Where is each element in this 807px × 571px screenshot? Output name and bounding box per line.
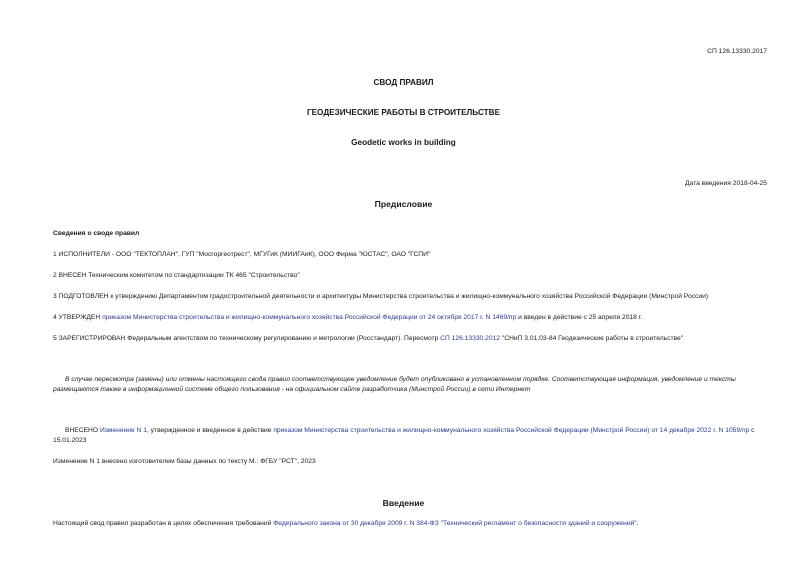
amend-part-2: , утвержденное и введенное в действие [146,427,274,434]
amendment-paragraph [53,426,768,446]
doc-code: СП 126.13330.2017 [707,48,767,55]
item-5-suffix: "СНиП 3.01.03-84 Геодезические работы в строительстве" [500,335,684,342]
intro-part-2: . [636,520,639,527]
revision-notice: В случае пересмотра (замены) или отмены настоящего свода правил соответствующее уведомление будет опубликовано в установленном порядке. Соответствующая информация, уведомление и тексты размещаются также в информационной системе общего пользования - на официальном сайте разработчика (Минстрой России) в сети Интернет [53,376,736,393]
introduction-heading: Введение [382,498,425,508]
foreword-heading: Предисловие [374,199,433,209]
item-2: 2 ВНЕСЕН Техническим комитетом по стандартизации ТК 465 "Строительство" [53,272,300,279]
item-3: 3 ПОДГОТОВЛЕН к утверждению Департаментом градостроительной деятельности и архитектуры Министерства строительства и жилищно-коммунального хозяйства Российской Федерации (Минстрой России) [53,293,709,300]
item-5-prefix: 5 ЗАРЕГИСТРИРОВАН Федеральным агентством по техническому регулированию и метрологии (Росстандарт). Пересмотр [53,335,441,342]
item-4-suffix: и введен в действие с 25 апреля 2018 г. [516,314,643,321]
item-4 [53,313,642,322]
intro-part-1: Настоящий свод правил разработан в целях обеспечения требований [53,520,274,527]
order-1469-link[interactable]: приказом Министерства строительства и жилищно-коммунального хозяйства Российской Федерации от 24 октября 2017 г. N 1469/пр [102,314,517,321]
amendment-1-link[interactable]: Изменение N 1 [99,427,147,434]
title-main: ГЕОДЕЗИЧЕСКИЕ РАБОТЫ В СТРОИТЕЛЬСТВЕ [306,108,501,117]
sp-2012-link[interactable]: СП 126.13330.2012 [440,335,501,342]
item-5 [53,334,683,343]
item-1: 1 ИСПОЛНИТЕЛИ - ООО "ТЕКТОПЛАН", ГУП "Мосгоргеотрест", МГУГиК (МИИГАиК), ООО Фирма "ЮСТАС", ОАО "ГСПИ" [53,251,431,258]
amendment-note: Изменение N 1 внесено изготовителем базы данных по тексту М.: ФГБУ "РСТ", 2023 [53,458,316,465]
item-4-prefix: 4 УТВЕРЖДЕН [53,314,103,321]
info-heading: Сведения о своде правил [53,230,140,237]
amend-part-3: с 15.01.2023 [53,427,755,444]
federal-law-384-link[interactable]: Федерального закона от 30 декабря 2009 г. N 384-ФЗ "Технический регламент о безопасности зданий и сооружений" [273,520,637,527]
title-svod-pravil: СВОД ПРАВИЛ [373,78,434,87]
introduction-text [53,519,639,528]
title-english: Geodetic works in building [351,138,456,147]
amend-part-1: ВНЕСЕНО [65,427,100,434]
order-1059-link[interactable]: приказом Министерства строительства и жилищно-коммунального хозяйства Российской Федерации (Минстрой России) от 14 декабря 2022 г. N 1059/пр [273,427,750,434]
intro-date: Дата введения 2018-04-25 [684,180,767,187]
